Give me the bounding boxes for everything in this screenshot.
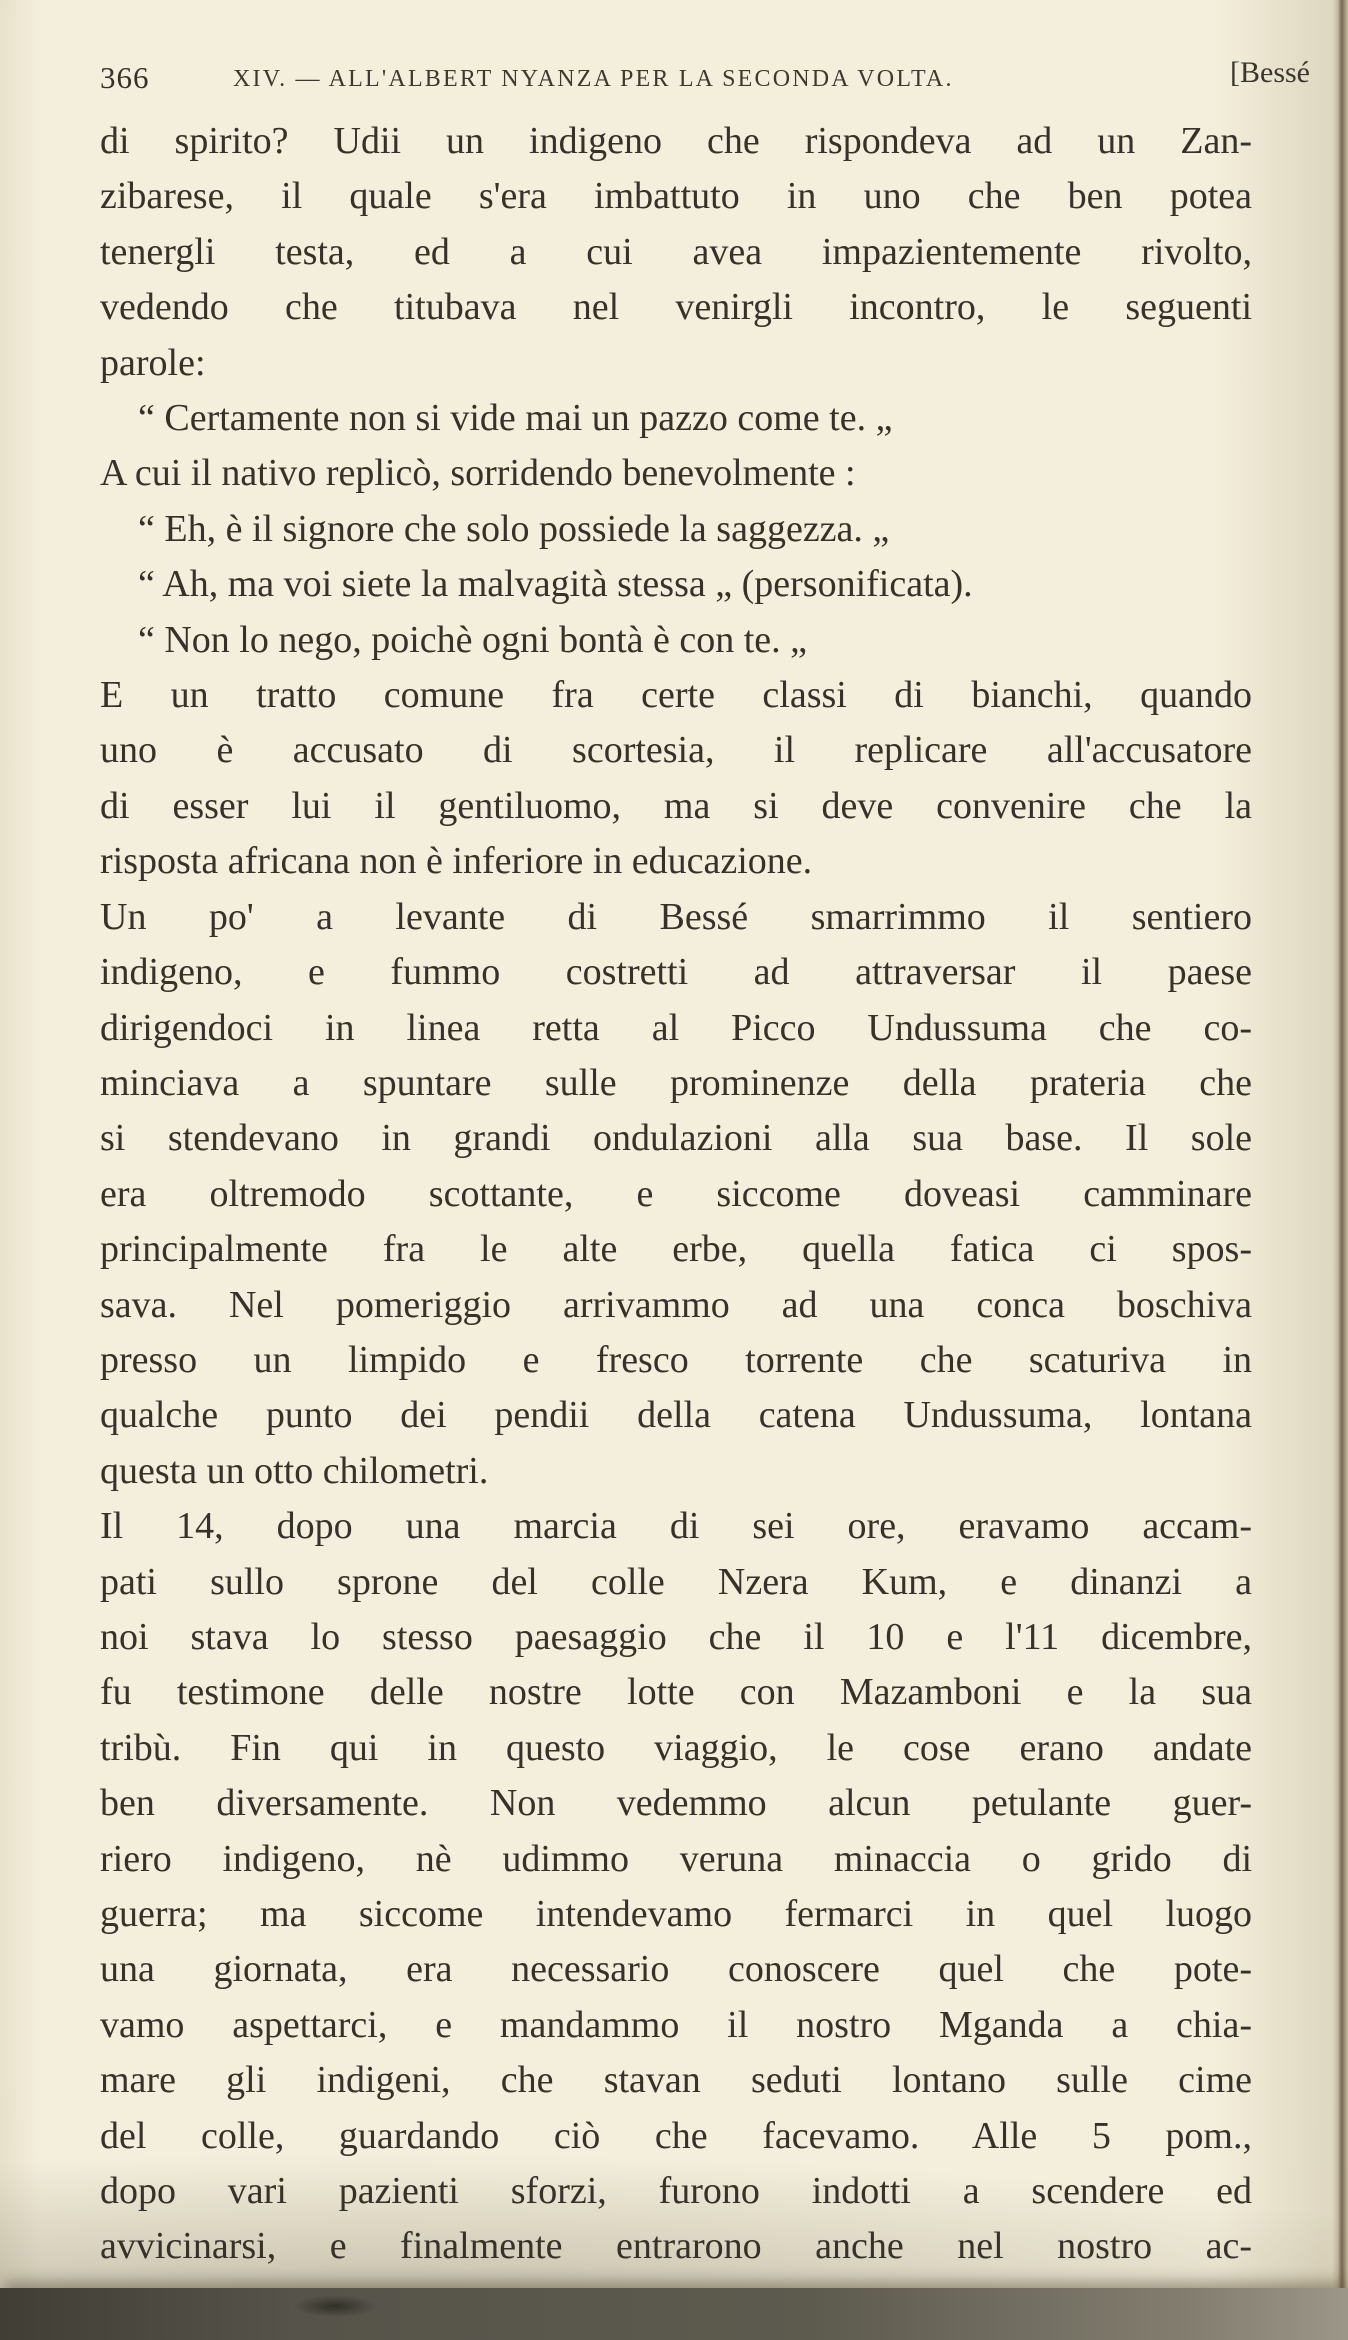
text-line: risposta africana non è inferiore in educazione. xyxy=(100,840,813,883)
text-line: dopo vari pazienti sforzi, furono indotti a scendere ed xyxy=(100,2170,1252,2213)
text-line: mare gli indigeni, che stavan seduti lontano sulle cime xyxy=(100,2059,1252,2102)
text-line: “ Non lo nego, poichè ogni bontà è con te. „ xyxy=(138,618,808,661)
text-line: indigeno, e fummo costretti ad attraversar il paese xyxy=(100,951,1252,994)
text-line: noi stava lo stesso paesaggio che il 10 e l'11 dicembre, xyxy=(100,1615,1252,1658)
text-line: vamo aspettarci, e mandammo il nostro Mganda a chia- xyxy=(100,2003,1252,2046)
page-header xyxy=(100,56,1310,98)
text-line: dirigendoci in linea retta al Picco Undussuma che co- xyxy=(100,1006,1252,1049)
text-line: uno è accusato di scortesia, il replicare all'accusatore xyxy=(100,729,1252,772)
text-line: guerra; ma siccome intendevamo fermarci in quel luogo xyxy=(100,1893,1252,1935)
text-line: qualche punto dei pendii della catena Undussuma, lontana xyxy=(100,1394,1252,1437)
scan-edge-band xyxy=(0,2288,1348,2340)
text-line: pati sullo sprone del colle Nzera Kum, e dinanzi a xyxy=(100,1560,1252,1603)
text-line: del colle, guardando ciò che facevamo. Alle 5 pom., xyxy=(100,2114,1252,2157)
text-line: principalmente fra le alte erbe, quella fatica ci spos- xyxy=(100,1228,1252,1271)
text-line: fu testimone delle nostre lotte con Mazamboni e la sua xyxy=(100,1671,1252,1714)
text-block xyxy=(100,114,1252,2275)
page-number: 366 xyxy=(100,60,150,95)
text-line: una giornata, era necessario conoscere quel che pote- xyxy=(100,1948,1252,1991)
text-line: “ Eh, è il signore che solo possiede la saggezza. „ xyxy=(138,507,890,550)
text-line: riero indigeno, nè udimmo veruna minaccia o grido di xyxy=(100,1837,1252,1880)
text-line: ben diversamente. Non vedemmo alcun petulante guer- xyxy=(100,1782,1252,1825)
text-line: di spirito? Udii un indigeno che rispondeva ad un Zan- xyxy=(100,120,1252,162)
text-line: era oltremodo scottante, e siccome doveasi camminare xyxy=(100,1172,1252,1215)
text-line: zibarese, il quale s'era imbattuto in uno che ben potea xyxy=(100,175,1252,218)
text-line: si stendevano in grandi ondulazioni alla sua base. Il sole xyxy=(100,1117,1252,1160)
text-line: “ Ah, ma voi siete la malvagità stessa „ (personificata). xyxy=(138,563,973,606)
running-title: XIV. — ALL'ALBERT NYANZA PER LA SECONDA VOLTA. xyxy=(233,66,954,92)
text-line: presso un limpido e fresco torrente che scaturiva in xyxy=(100,1338,1252,1381)
text-line: sava. Nel pomeriggio arrivammo ad una conca boschiva xyxy=(100,1283,1252,1326)
text-line: vedendo che titubava nel venirgli incontro, le seguenti xyxy=(100,286,1252,329)
text-line: avvicinarsi, e finalmente entrarono anche nel nostro ac- xyxy=(100,2225,1252,2268)
text-line: parole: xyxy=(100,341,206,384)
text-line: minciava a spuntare sulle prominenze della prateria che xyxy=(100,1061,1252,1104)
text-line: questa un otto chilometri. xyxy=(100,1449,489,1492)
text-line: A cui il nativo replicò, sorridendo benevolmente : xyxy=(100,452,856,495)
page-edge-shadow xyxy=(1332,0,1348,2294)
text-line: Un po' a levante di Bessé smarrimmo il sentiero xyxy=(100,895,1252,938)
text-line: tribù. Fin qui in questo viaggio, le cose erano andate xyxy=(100,1726,1252,1769)
catchword: [Bessé xyxy=(1230,56,1310,89)
text-line: “ Certamente non si vide mai un pazzo come te. „ xyxy=(138,397,893,440)
text-line: tenergli testa, ed a cui avea impazientemente rivolto, xyxy=(100,230,1252,273)
text-line: E un tratto comune fra certe classi di bianchi, quando xyxy=(100,674,1252,717)
text-line: Il 14, dopo una marcia di sei ore, eravamo accam- xyxy=(100,1505,1252,1548)
text-line: di esser lui il gentiluomo, ma si deve convenire che la xyxy=(100,784,1252,827)
